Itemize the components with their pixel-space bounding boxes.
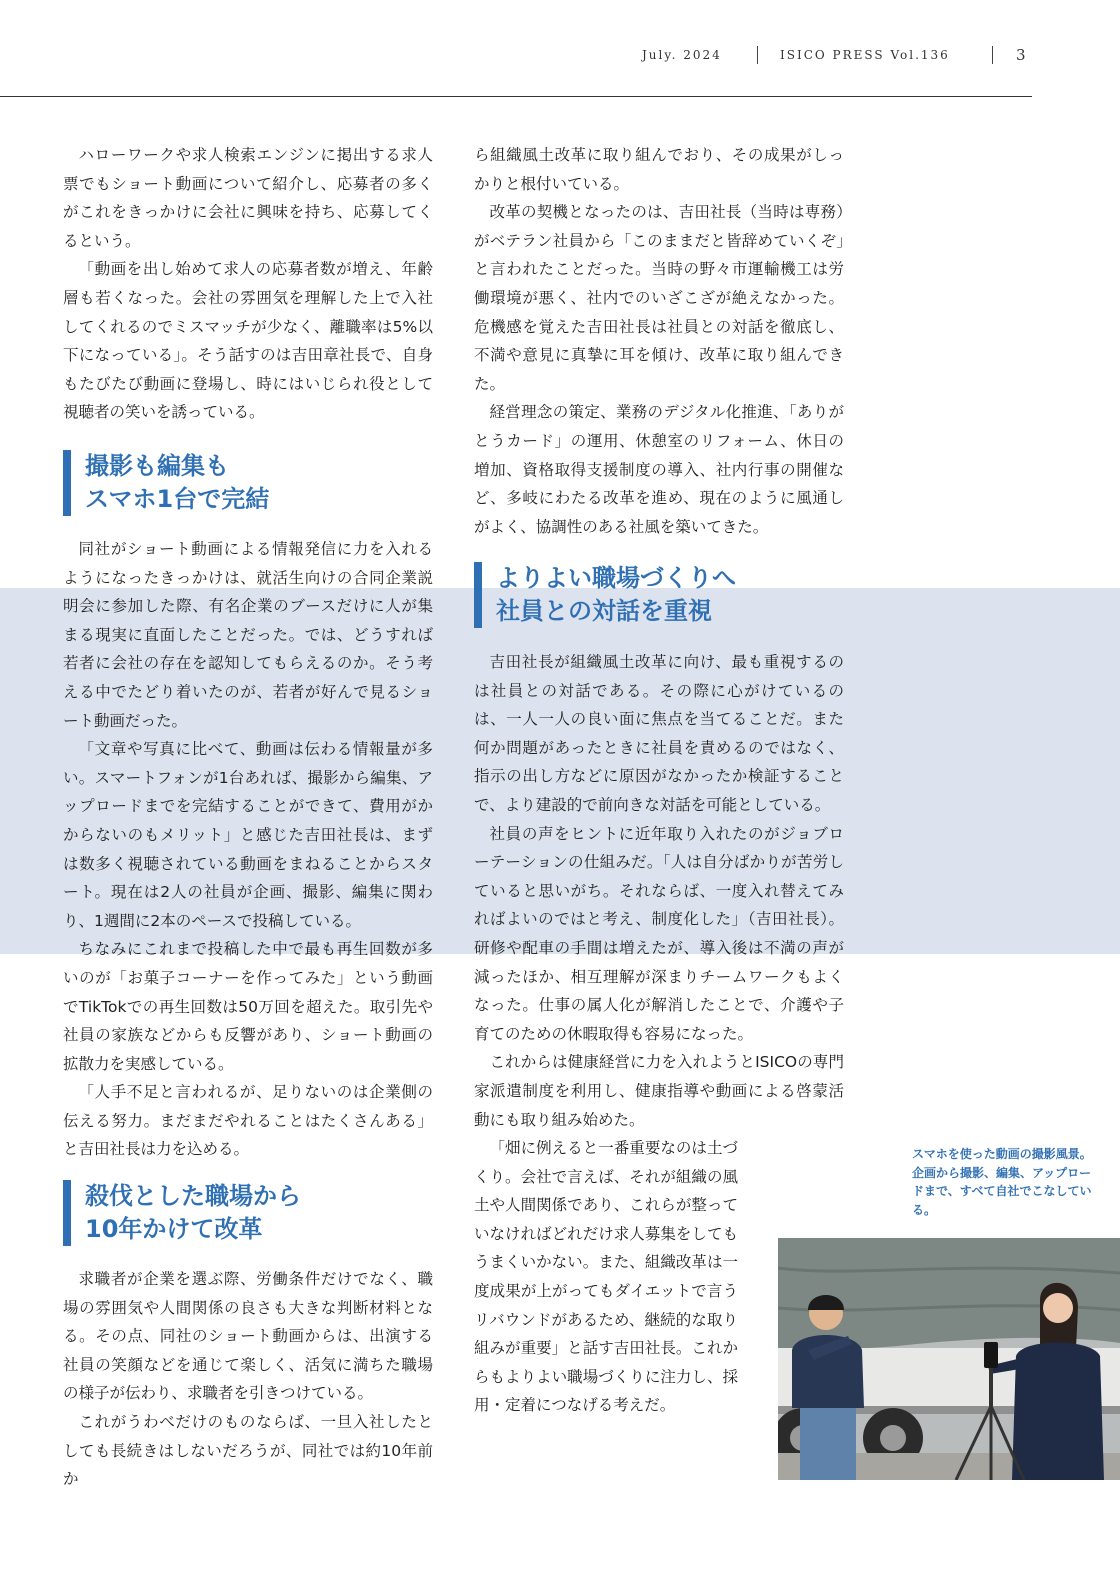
paragraph: 求職者が企業を選ぶ際、労働条件だけでなく、職場の雰囲気や人間関係の良さも大きな判断材料となる。その点、同社のショート動画からは、出演する社員の笑顔などを通じて楽しく、活気に満ちた職場の様子が伝わり、求職者を引きつけている。 xyxy=(63,1270,433,1403)
heading-line: 撮影も編集も xyxy=(85,452,229,480)
left-column-section2 xyxy=(63,1265,433,1494)
header-divider xyxy=(992,46,993,64)
page-number: 3 xyxy=(1016,46,1026,64)
left-column-section1 xyxy=(63,535,433,1164)
section-heading xyxy=(63,450,269,516)
paragraph: 「文章や写真に比べて、動画は伝わる情報量が多い。スマートフォンが1台あれば、撮影から編集、アップロードまでを完結することができて、費用がかからないのもメリット」と感じた吉田社長は、まずは数多く視聴されている動画をまねることからスタート。現在は2人の社員が企画、撮影、編集に関わり、1週間に2本のペースで投稿している。 xyxy=(63,740,433,930)
right-column-top xyxy=(474,141,844,541)
heading-line: スマホ1台で完結 xyxy=(85,485,270,513)
issue-date: July. 2024 xyxy=(642,48,722,62)
photo-illustration xyxy=(778,1238,1120,1480)
paragraph: これからは健康経営に力を入れようとISICOの専門家派遣制度を利用し、健康指導や動画による啓蒙活動にも取り組み始めた。 xyxy=(474,1053,844,1129)
left-column-intro xyxy=(63,141,433,427)
photo-caption: スマホを使った動画の撮影風景。企画から撮影、編集、アップロードまで、すべて自社でこなしている。 xyxy=(912,1147,1092,1217)
heading-line: 10年かけて改革 xyxy=(85,1215,263,1243)
filming-scene-photo xyxy=(778,1238,1120,1480)
publication-title: ISICO PRESS Vol.136 xyxy=(780,48,950,62)
paragraph: 社員の声をヒントに近年取り入れたのがジョブローテーションの仕組みだ。「人は自分ばかりが苦労していると思いがち。それならば、一度入れ替えてみればよいのではと考え、制度化した」（吉田社長）。研修や配車の手間は増えたが、導入後は不満の声が減ったほか、相互理解が深まりチームワークもよくなった。仕事の属人化が解消したことで、介護や子育てのための休暇取得も容易になった。 xyxy=(474,824,844,1043)
paragraph: 「人手不足と言われるが、足りないのは企業側の伝える努力。まだまだやれることはたくさんある」と吉田社長は力を込める。 xyxy=(63,1083,433,1159)
section-heading xyxy=(63,1180,301,1246)
paragraph: 改革の契機となったのは、吉田社長（当時は専務）がベテラン社員から「このままだと皆辞めていくぞ」と言われたことだった。当時の野々市運輸機工は労働環境が悪く、社内でのいざこざが絶えなかった。危機感を覚えた吉田社長は社員との対話を徹底し、不満や意見に真摯に耳を傾け、改革に取り組んできた。 xyxy=(474,203,844,393)
paragraph: 「動画を出し始めて求人の応募者数が増え、年齢層も若くなった。会社の雰囲気を理解した上で入社してくれるのでミスマッチが少なく、離職率は5%以下になっている」。そう話すのは吉田章社長で、自身もたびたび動画に登場し、時にはいじられ役として視聴者の笑いを誘っている。 xyxy=(63,260,433,422)
paragraph: ちなみにこれまで投稿した中で最も再生回数が多いのが「お菓子コーナーを作ってみた」という動画でTikTokでの再生回数は50万回を超えた。取引先や社員の家族などからも反響があり、ショート動画の拡散力を実感している。 xyxy=(63,940,433,1073)
paragraph: 吉田社長が組織風土改革に向け、最も重視するのは社員との対話である。その際に心がけているのは、一人一人の良い面に焦点を当てることだ。また何か問題があったときに社員を責めるのではなく、指示の出し方などに原因がなかったか検証することで、より建設的で前向きな対話を可能としている。 xyxy=(474,653,844,814)
paragraph: 同社がショート動画による情報発信に力を入れるようになったきっかけは、就活生向けの合同企業説明会に参加した際、有名企業のブースだけに人が集まる現実に直面したことだった。では、どうすれば若者に会社の存在を認知してもらえるのか。そう考える中でたどり着いたのが、若者が好んで見るショート動画だった。 xyxy=(63,540,433,730)
paragraph: ハローワークや求人検索エンジンに掲出する求人票でもショート動画について紹介し、応募者の多くがこれをきっかけに会社に興味を持ち、応募してくるという。 xyxy=(63,146,433,250)
heading-line: 社員との対話を重視 xyxy=(496,597,712,625)
paragraph: 経営理念の策定、業務のデジタル化推進、「ありがとうカード」の運用、休憩室のリフォーム、休日の増加、資格取得支援制度の導入、社内行事の開催など、多岐にわたる改革を進め、現在のように風通しがよく、協調性のある社風を築いてきた。 xyxy=(474,403,844,536)
section-heading xyxy=(474,562,736,628)
paragraph: これがうわべだけのものならば、一旦入社したとしても長続きはしないだろうが、同社では約10年前か xyxy=(63,1412,433,1489)
header-divider xyxy=(757,46,758,64)
heading-line: 殺伐とした職場から xyxy=(85,1182,301,1210)
header-rule xyxy=(0,96,1032,97)
paragraph: ら組織風土改革に取り組んでおり、その成果がしっかりと根付いている。 xyxy=(474,146,844,193)
paragraph: 「畑に例えると一番重要なのは土づくり。会社で言えば、それが組織の風土や人間関係であり、これらが整っていなければどれだけ求人募集をしてもうまくいかない。また、組織改革は一度成果が上がってもダイエットで言うリバウンドがあるため、継続的な取り組みが重要」と話す吉田社長。これからもよりよい職場づくりに注力し、採用・定着につなげる考えだ。 xyxy=(474,1139,738,1415)
heading-line: よりよい職場づくりへ xyxy=(496,564,736,592)
